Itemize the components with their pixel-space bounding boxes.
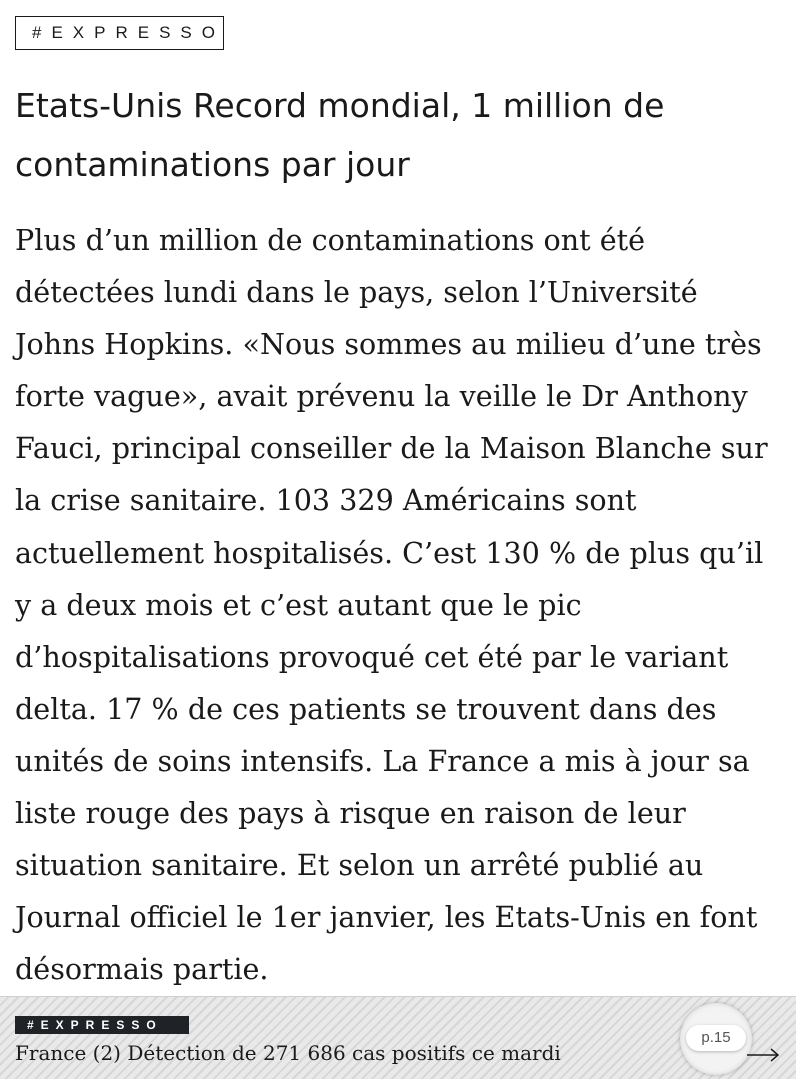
next-article-bar[interactable] [0,996,796,1079]
article-body: Plus d’un million de contaminations ont été détectées lundi dans le pays, selon l’Université Johns Hopkins. «Nous sommes au milieu d’une très forte vague», avait prévenu la veille le Dr Anthony Fauci, principal conseiller de la Maison Blanche sur la crise sanitaire. 103 329 Américains sont actuellement hospitalisés. C’est 130 % de plus qu’il y a deux mois et c’est autant que le pic d’hospitalisations provoqué cet été par le variant delta. 17 % de ces patients se trouvent dans des unités de soins intensifs. La France a mis à jour sa liste rouge des pays à risque en raison de leur situation sanitaire. Et selon un arrêté publié au Journal officiel le 1er janvier, les Etats-Unis en font désormais partie. [15,223,768,987]
section-tag: #EXPRESSO [15,16,224,50]
next-article-tag: #EXPRESSO [15,1016,189,1034]
page-number-label: p.15 [686,1025,746,1051]
arrow-right-icon[interactable] [746,1046,780,1064]
article-headline: Etats-Unis Record mondial, 1 million de contaminations par jour [15,86,665,184]
page-number-badge[interactable] [680,1003,752,1075]
next-article-teaser[interactable]: France (2) Détection de 271 686 cas positifs ce mardi [15,1041,561,1065]
